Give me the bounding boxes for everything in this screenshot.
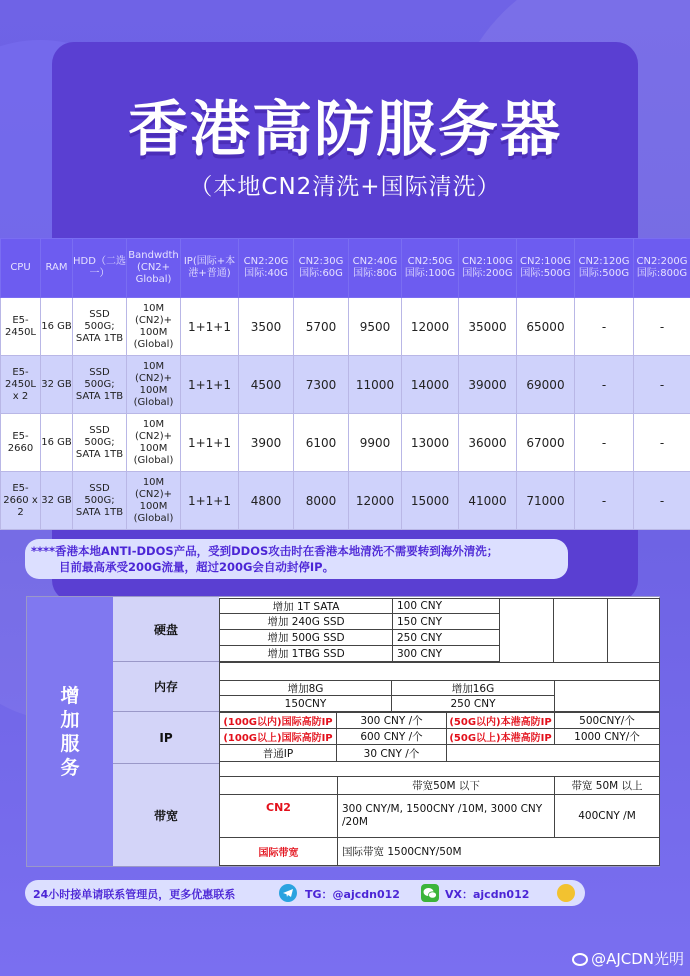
ram-spacer [219, 662, 660, 681]
price-cell: 5700 [294, 298, 349, 356]
ip-normal-price: 30 CNY /个 [336, 744, 447, 762]
empty-cell [554, 680, 660, 712]
category-disk: 硬盘 [113, 597, 219, 662]
empty-cell [499, 598, 554, 662]
pricing-row [1, 356, 690, 414]
wechat-icon [421, 884, 439, 902]
empty-cell [553, 598, 608, 662]
ram-cell: 32 GB [41, 356, 73, 414]
page-title: 香港高防服务器 [128, 95, 562, 165]
intl-bandwidth-label: 国际带宽 [219, 837, 338, 866]
intl-bandwidth-price: 国际带宽 1500CNY/50M [337, 837, 660, 866]
disk-option: 增加 240G SSD [219, 613, 393, 630]
bandwidth-under-50m-header: 带宽50M 以下 [337, 776, 555, 795]
col-header: CN2:20G 国际:40G [239, 239, 294, 298]
col-header: CN2:100G 国际:200G [459, 239, 517, 298]
cn2-bandwidth-label: CN2 [219, 794, 338, 838]
price-cell: 12000 [402, 298, 459, 356]
cpu-cell: E5-2660 x 2 [1, 472, 41, 530]
ram-cell: 32 GB [41, 472, 73, 530]
price-cell: 41000 [459, 472, 517, 530]
ip-intl-over-100g: (100G以上)国际高防IP [219, 728, 337, 745]
cpu-cell: E5-2450L x 2 [1, 356, 41, 414]
price-cell: 9500 [349, 298, 402, 356]
ip-spacer [219, 761, 660, 777]
telegram-contact[interactable]: TG：@ajcdn012 [305, 888, 400, 901]
bandwidth-cell: 10M (CN2)+ 100M (Global) [127, 414, 181, 472]
empty-cell [219, 776, 338, 795]
ip-cell: 1+1+1 [181, 298, 239, 356]
price-cell: 71000 [517, 472, 575, 530]
price-cell: - [634, 298, 690, 356]
page-subtitle: （本地CN2清洗+国际清洗） [189, 174, 501, 200]
price-cell: 36000 [459, 414, 517, 472]
ip-intl-under-100g: (100G以内)国际高防IP [219, 712, 337, 729]
pricing-table [0, 238, 690, 530]
price-cell: - [634, 356, 690, 414]
ddos-note [25, 539, 568, 579]
price-cell: 11000 [349, 356, 402, 414]
price-cell: - [634, 472, 690, 530]
cn2-bandwidth-price-over-50m: 400CNY /M [554, 794, 660, 838]
telegram-icon [279, 884, 297, 902]
ram-option-8g: 增加8G [219, 680, 392, 696]
ram-price-16g: 250 CNY [391, 695, 555, 712]
price-cell: 9900 [349, 414, 402, 472]
add-services-table [26, 596, 660, 867]
disk-option: 增加 500G SSD [219, 629, 393, 646]
ip-normal: 普通IP [219, 744, 337, 762]
ram-cell: 16 GB [41, 298, 73, 356]
weibo-icon [572, 953, 588, 966]
disk-price: 300 CNY [392, 645, 500, 662]
col-header: CN2:30G 国际:60G [294, 239, 349, 298]
disk-price: 250 CNY [392, 629, 500, 646]
price-cell: 14000 [402, 356, 459, 414]
wechat-contact[interactable]: VX：ajcdn012 [445, 888, 530, 901]
hdd-cell: SSD 500G; SATA 1TB [73, 356, 127, 414]
price-cell: 65000 [517, 298, 575, 356]
cpu-cell: E5-2450L [1, 298, 41, 356]
col-header: CN2:100G 国际:500G [517, 239, 575, 298]
cn2-bandwidth-price-under-50m: 300 CNY/M, 1500CNY /10M, 3000 CNY /20M [337, 794, 555, 838]
cpu-cell: E5-2660 [1, 414, 41, 472]
bandwidth-cell: 10M (CN2)+ 100M (Global) [127, 298, 181, 356]
col-header: CN2:200G 国际:800G [634, 239, 690, 298]
empty-cell [446, 744, 660, 762]
pricing-row [1, 472, 690, 530]
hdd-cell: SSD 500G; SATA 1TB [73, 472, 127, 530]
ip-hk-under-50g: (50G以内)本港高防IP [446, 712, 555, 729]
price-cell: 35000 [459, 298, 517, 356]
disk-option: 增加 1TBG SSD [219, 645, 393, 662]
price-cell: - [634, 414, 690, 472]
category-ram: 内存 [113, 662, 219, 712]
price-cell: 4500 [239, 356, 294, 414]
price-cell: - [575, 472, 634, 530]
price-cell: 13000 [402, 414, 459, 472]
empty-cell [607, 598, 660, 662]
ip-cell: 1+1+1 [181, 414, 239, 472]
pricing-row [1, 298, 690, 356]
price-cell: 39000 [459, 356, 517, 414]
price-cell: 12000 [349, 472, 402, 530]
ip-hk-over-50g-price: 1000 CNY/个 [554, 728, 660, 745]
pricing-row [1, 414, 690, 472]
price-cell: 15000 [402, 472, 459, 530]
ram-price-8g: 150CNY [219, 695, 392, 712]
services-side-label: 增加服务 [27, 597, 113, 866]
bandwidth-over-50m-header: 带宽 50M 以上 [554, 776, 660, 795]
bandwidth-cell: 10M (CN2)+ 100M (Global) [127, 356, 181, 414]
weibo-watermark: @AJCDN光明 [572, 948, 684, 969]
category-ip: IP [113, 712, 219, 764]
ram-cell: 16 GB [41, 414, 73, 472]
disk-option: 增加 1T SATA [219, 598, 393, 614]
bandwidth-cell: 10M (CN2)+ 100M (Global) [127, 472, 181, 530]
col-header: IP(国际+本港+普通) [181, 239, 239, 298]
hdd-cell: SSD 500G; SATA 1TB [73, 298, 127, 356]
price-cell: 6100 [294, 414, 349, 472]
col-header: CN2:50G 国际:100G [402, 239, 459, 298]
col-header: Bandwdth (CN2+ Global) [127, 239, 181, 298]
disk-price: 100 CNY [392, 598, 500, 614]
col-header: CPU [1, 239, 41, 298]
category-bandwidth: 带宽 [113, 764, 219, 866]
ip-cell: 1+1+1 [181, 472, 239, 530]
note-line-2: 目前最高承受200G流量，超过200G会自动封停IP。 [59, 560, 335, 574]
contact-text: 24小时接单请联系管理员，更多优惠联系 [33, 888, 236, 901]
price-cell: 67000 [517, 414, 575, 472]
price-cell: 3900 [239, 414, 294, 472]
price-cell: - [575, 414, 634, 472]
price-cell: 69000 [517, 356, 575, 414]
disk-price: 150 CNY [392, 613, 500, 630]
col-header: HDD（二选一） [73, 239, 127, 298]
ip-hk-over-50g: (50G以上)本港高防IP [446, 728, 555, 745]
ip-hk-under-50g-price: 500CNY/个 [554, 712, 660, 729]
price-cell: 4800 [239, 472, 294, 530]
col-header: CN2:120G 国际:500G [575, 239, 634, 298]
contact-bar [25, 880, 585, 906]
col-header: RAM [41, 239, 73, 298]
price-cell: - [575, 298, 634, 356]
ram-option-16g: 增加16G [391, 680, 555, 696]
price-cell: 3500 [239, 298, 294, 356]
price-cell: - [575, 356, 634, 414]
note-line-1: ****香港本地ANTI-DDOS产品，受到DDOS攻击时在香港本地清洗不需要转到海外清洗； [31, 544, 499, 558]
price-cell: 7300 [294, 356, 349, 414]
col-header: CN2:40G 国际:80G [349, 239, 402, 298]
price-cell: 8000 [294, 472, 349, 530]
ip-intl-over-100g-price: 600 CNY /个 [336, 728, 447, 745]
pricing-header-row [1, 239, 690, 298]
ip-intl-under-100g-price: 300 CNY /个 [336, 712, 447, 729]
hdd-cell: SSD 500G; SATA 1TB [73, 414, 127, 472]
mascot-icon [557, 884, 575, 902]
ip-cell: 1+1+1 [181, 356, 239, 414]
